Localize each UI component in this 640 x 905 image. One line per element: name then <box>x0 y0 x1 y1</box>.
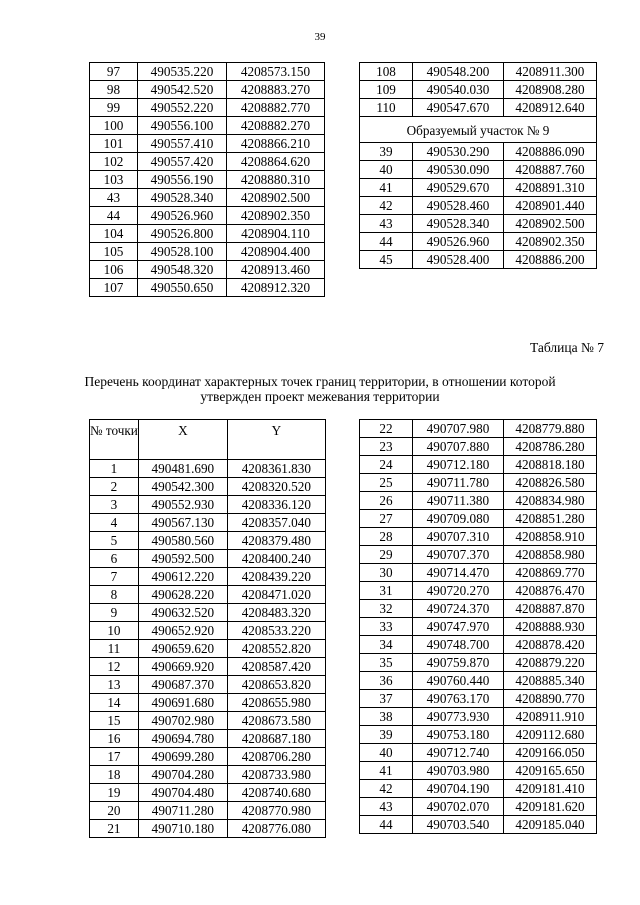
point-number-cell: 101 <box>90 135 138 153</box>
table-row <box>90 712 326 730</box>
y-coordinate-cell: 4208879.220 <box>504 654 597 672</box>
point-number-cell: 42 <box>360 197 413 215</box>
table-row <box>360 618 597 636</box>
x-coordinate-cell: 490530.290 <box>413 143 504 161</box>
y-coordinate-cell: 4208357.040 <box>227 514 325 532</box>
table-row <box>90 225 325 243</box>
point-number-cell: 22 <box>360 420 413 438</box>
table-row <box>360 564 597 582</box>
point-number-cell: 15 <box>90 712 139 730</box>
y-coordinate-cell: 4208904.110 <box>227 225 325 243</box>
x-coordinate-cell: 490535.220 <box>138 63 227 81</box>
y-coordinate-cell: 4208911.300 <box>504 63 597 81</box>
table-row <box>90 189 325 207</box>
point-number-cell: 105 <box>90 243 138 261</box>
point-number-cell: 11 <box>90 640 139 658</box>
table-row <box>360 762 597 780</box>
x-coordinate-cell: 490707.980 <box>413 420 504 438</box>
y-coordinate-cell: 4208673.580 <box>227 712 325 730</box>
point-number-cell: 17 <box>90 748 139 766</box>
table-row <box>360 215 597 233</box>
y-coordinate-cell: 4208786.280 <box>504 438 597 456</box>
table-row <box>90 478 326 496</box>
point-number-cell: 100 <box>90 117 138 135</box>
x-coordinate-cell: 490714.470 <box>413 564 504 582</box>
y-coordinate-cell: 4208439.220 <box>227 568 325 586</box>
point-number-cell: 110 <box>360 99 413 117</box>
x-coordinate-cell: 490711.780 <box>413 474 504 492</box>
y-coordinate-cell: 4208826.580 <box>504 474 597 492</box>
y-coordinate-cell: 4208913.460 <box>227 261 325 279</box>
y-coordinate-cell: 4208869.770 <box>504 564 597 582</box>
x-coordinate-cell: 490703.980 <box>413 762 504 780</box>
x-coordinate-cell: 490720.270 <box>413 582 504 600</box>
y-coordinate-cell: 4208864.620 <box>227 153 325 171</box>
y-coordinate-cell: 4208687.180 <box>227 730 325 748</box>
point-number-cell: 37 <box>360 690 413 708</box>
table-row <box>360 179 597 197</box>
page-number: 39 <box>314 31 326 43</box>
table-row <box>90 820 326 838</box>
point-number-cell: 3 <box>90 496 139 514</box>
x-coordinate-cell: 490528.340 <box>138 189 227 207</box>
table-row <box>90 640 326 658</box>
x-coordinate-cell: 490557.420 <box>138 153 227 171</box>
x-coordinate-cell: 490552.930 <box>138 496 227 514</box>
y-coordinate-cell: 4208902.350 <box>227 207 325 225</box>
table-row <box>90 514 326 532</box>
table-row <box>360 600 597 618</box>
x-coordinate-cell: 490707.370 <box>413 546 504 564</box>
table-row <box>360 161 597 179</box>
table-row <box>360 492 597 510</box>
point-number-cell: 99 <box>90 99 138 117</box>
table-row <box>360 420 597 438</box>
x-coordinate-cell: 490481.690 <box>138 460 227 478</box>
point-number-cell: 109 <box>360 81 413 99</box>
point-number-cell: 12 <box>90 658 139 676</box>
x-coordinate-cell: 490530.090 <box>413 161 504 179</box>
y-coordinate-cell: 4209185.040 <box>504 816 597 834</box>
table-row <box>360 780 597 798</box>
table-row <box>90 135 325 153</box>
y-coordinate-cell: 4208851.280 <box>504 510 597 528</box>
point-number-cell: 35 <box>360 654 413 672</box>
y-coordinate-cell: 4208336.120 <box>227 496 325 514</box>
x-coordinate-cell: 490552.220 <box>138 99 227 117</box>
x-coordinate-cell: 490529.670 <box>413 179 504 197</box>
table-row <box>90 622 326 640</box>
y-coordinate-cell: 4208902.500 <box>504 215 597 233</box>
y-coordinate-cell: 4208483.320 <box>227 604 325 622</box>
table-row <box>90 279 325 297</box>
point-number-cell: 21 <box>90 820 139 838</box>
table-row <box>90 550 326 568</box>
x-coordinate-cell: 490528.340 <box>413 215 504 233</box>
point-number-cell: 40 <box>360 161 413 179</box>
y-coordinate-cell: 4208706.280 <box>227 748 325 766</box>
table-row <box>90 748 326 766</box>
x-coordinate-cell: 490556.190 <box>138 171 227 189</box>
point-number-cell: 43 <box>360 798 413 816</box>
point-number-cell: 44 <box>360 233 413 251</box>
point-number-cell: 27 <box>360 510 413 528</box>
table-caption: Таблица № 7 <box>530 340 604 355</box>
y-coordinate-cell: 4209181.410 <box>504 780 597 798</box>
table-row <box>360 726 597 744</box>
y-coordinate-cell: 4208587.420 <box>227 658 325 676</box>
point-number-cell: 18 <box>90 766 139 784</box>
point-number-cell: 108 <box>360 63 413 81</box>
x-coordinate-cell: 490773.930 <box>413 708 504 726</box>
point-number-cell: 32 <box>360 600 413 618</box>
y-coordinate-cell: 4208400.240 <box>227 550 325 568</box>
x-coordinate-cell: 490709.080 <box>413 510 504 528</box>
x-coordinate-cell: 490763.170 <box>413 690 504 708</box>
table-row <box>360 456 597 474</box>
x-coordinate-cell: 490748.700 <box>413 636 504 654</box>
point-number-cell: 44 <box>360 816 413 834</box>
header-y: Y <box>227 420 325 460</box>
y-coordinate-cell: 4208882.270 <box>227 117 325 135</box>
table-row <box>90 496 326 514</box>
x-coordinate-cell: 490547.670 <box>413 99 504 117</box>
table-top-right <box>359 62 597 269</box>
point-number-cell: 104 <box>90 225 138 243</box>
y-coordinate-cell: 4208887.760 <box>504 161 597 179</box>
y-coordinate-cell: 4208866.210 <box>227 135 325 153</box>
x-coordinate-cell: 490526.960 <box>138 207 227 225</box>
point-number-cell: 33 <box>360 618 413 636</box>
point-number-cell: 14 <box>90 694 139 712</box>
table-row <box>90 117 325 135</box>
x-coordinate-cell: 490659.620 <box>138 640 227 658</box>
table-row <box>90 604 326 622</box>
y-coordinate-cell: 4208655.980 <box>227 694 325 712</box>
y-coordinate-cell: 4208858.980 <box>504 546 597 564</box>
y-coordinate-cell: 4208858.910 <box>504 528 597 546</box>
point-number-cell: 102 <box>90 153 138 171</box>
y-coordinate-cell: 4208379.480 <box>227 532 325 550</box>
y-coordinate-cell: 4208878.420 <box>504 636 597 654</box>
table-row <box>360 510 597 528</box>
point-number-cell: 10 <box>90 622 139 640</box>
table-row <box>360 654 597 672</box>
table-row <box>360 690 597 708</box>
y-coordinate-cell: 4208902.350 <box>504 233 597 251</box>
x-coordinate-cell: 490760.440 <box>413 672 504 690</box>
point-number-cell: 34 <box>360 636 413 654</box>
point-number-cell: 9 <box>90 604 139 622</box>
y-coordinate-cell: 4208901.440 <box>504 197 597 215</box>
table-row <box>90 460 326 478</box>
x-coordinate-cell: 490592.500 <box>138 550 227 568</box>
x-coordinate-cell: 490702.070 <box>413 798 504 816</box>
table-row <box>360 582 597 600</box>
table-row <box>360 636 597 654</box>
point-number-cell: 97 <box>90 63 138 81</box>
table-row <box>90 676 326 694</box>
y-coordinate-cell: 4208770.980 <box>227 802 325 820</box>
x-coordinate-cell: 490540.030 <box>413 81 504 99</box>
x-coordinate-cell: 490702.980 <box>138 712 227 730</box>
y-coordinate-cell: 4208882.770 <box>227 99 325 117</box>
point-number-cell: 36 <box>360 672 413 690</box>
table-row <box>90 532 326 550</box>
x-coordinate-cell: 490526.960 <box>413 233 504 251</box>
point-number-cell: 7 <box>90 568 139 586</box>
x-coordinate-cell: 490542.300 <box>138 478 227 496</box>
y-coordinate-cell: 4208733.980 <box>227 766 325 784</box>
point-number-cell: 31 <box>360 582 413 600</box>
point-number-cell: 2 <box>90 478 139 496</box>
y-coordinate-cell: 4208776.080 <box>227 820 325 838</box>
point-number-cell: 29 <box>360 546 413 564</box>
point-number-cell: 41 <box>360 179 413 197</box>
x-coordinate-cell: 490712.180 <box>413 456 504 474</box>
table-row <box>360 708 597 726</box>
table-row <box>360 251 597 269</box>
x-coordinate-cell: 490694.780 <box>138 730 227 748</box>
x-coordinate-cell: 490669.920 <box>138 658 227 676</box>
table-row <box>90 153 325 171</box>
y-coordinate-cell: 4208888.930 <box>504 618 597 636</box>
header-x: X <box>138 420 227 460</box>
x-coordinate-cell: 490691.680 <box>138 694 227 712</box>
x-coordinate-cell: 490550.650 <box>138 279 227 297</box>
table-row <box>90 730 326 748</box>
y-coordinate-cell: 4208740.680 <box>227 784 325 802</box>
point-number-cell: 98 <box>90 81 138 99</box>
point-number-cell: 20 <box>90 802 139 820</box>
point-number-cell: 26 <box>360 492 413 510</box>
table-row <box>90 658 326 676</box>
y-coordinate-cell: 4208912.640 <box>504 99 597 117</box>
y-coordinate-cell: 4208885.340 <box>504 672 597 690</box>
x-coordinate-cell: 490704.280 <box>138 766 227 784</box>
point-number-cell: 13 <box>90 676 139 694</box>
x-coordinate-cell: 490699.280 <box>138 748 227 766</box>
x-coordinate-cell: 490528.400 <box>413 251 504 269</box>
y-coordinate-cell: 4208911.910 <box>504 708 597 726</box>
point-number-cell: 25 <box>360 474 413 492</box>
x-coordinate-cell: 490526.800 <box>138 225 227 243</box>
table-row <box>90 171 325 189</box>
point-number-cell: 103 <box>90 171 138 189</box>
point-number-cell: 19 <box>90 784 139 802</box>
table-row <box>360 99 597 117</box>
y-coordinate-cell: 4208818.180 <box>504 456 597 474</box>
section-row <box>360 117 597 143</box>
y-coordinate-cell: 4209112.680 <box>504 726 597 744</box>
table-row <box>360 816 597 834</box>
y-coordinate-cell: 4208908.280 <box>504 81 597 99</box>
section-title: Образуемый участок № 9 <box>360 117 597 143</box>
y-coordinate-cell: 4208653.820 <box>227 676 325 694</box>
y-coordinate-cell: 4208890.770 <box>504 690 597 708</box>
x-coordinate-cell: 490612.220 <box>138 568 227 586</box>
y-coordinate-cell: 4208912.320 <box>227 279 325 297</box>
point-number-cell: 4 <box>90 514 139 532</box>
x-coordinate-cell: 490712.740 <box>413 744 504 762</box>
x-coordinate-cell: 490707.880 <box>413 438 504 456</box>
table-row <box>360 81 597 99</box>
point-number-cell: 8 <box>90 586 139 604</box>
point-number-cell: 38 <box>360 708 413 726</box>
y-coordinate-cell: 4208361.830 <box>227 460 325 478</box>
table-row <box>90 63 325 81</box>
x-coordinate-cell: 490710.180 <box>138 820 227 838</box>
x-coordinate-cell: 490652.920 <box>138 622 227 640</box>
table-row <box>90 207 325 225</box>
y-coordinate-cell: 4209166.050 <box>504 744 597 762</box>
point-number-cell: 5 <box>90 532 139 550</box>
x-coordinate-cell: 490704.190 <box>413 780 504 798</box>
table-row <box>90 586 326 604</box>
x-coordinate-cell: 490556.100 <box>138 117 227 135</box>
y-coordinate-cell: 4208887.870 <box>504 600 597 618</box>
x-coordinate-cell: 490711.380 <box>413 492 504 510</box>
coordinate-table-left <box>89 419 326 838</box>
y-coordinate-cell: 4208902.500 <box>227 189 325 207</box>
x-coordinate-cell: 490632.520 <box>138 604 227 622</box>
point-number-cell: 41 <box>360 762 413 780</box>
x-coordinate-cell: 490628.220 <box>138 586 227 604</box>
y-coordinate-cell: 4208779.880 <box>504 420 597 438</box>
y-coordinate-cell: 4209165.650 <box>504 762 597 780</box>
table-row <box>90 99 325 117</box>
x-coordinate-cell: 490707.310 <box>413 528 504 546</box>
table-row <box>90 766 326 784</box>
point-number-cell: 44 <box>90 207 138 225</box>
x-coordinate-cell: 490567.130 <box>138 514 227 532</box>
table-row <box>360 546 597 564</box>
point-number-cell: 16 <box>90 730 139 748</box>
x-coordinate-cell: 490557.410 <box>138 135 227 153</box>
table-row <box>90 568 326 586</box>
point-number-cell: 39 <box>360 143 413 161</box>
table-top-left <box>89 62 325 297</box>
y-coordinate-cell: 4208886.090 <box>504 143 597 161</box>
y-coordinate-cell: 4208883.270 <box>227 81 325 99</box>
point-number-cell: 45 <box>360 251 413 269</box>
table-row <box>360 528 597 546</box>
x-coordinate-cell: 490711.280 <box>138 802 227 820</box>
y-coordinate-cell: 4208880.310 <box>227 171 325 189</box>
y-coordinate-cell: 4209181.620 <box>504 798 597 816</box>
point-number-cell: 107 <box>90 279 138 297</box>
header-row <box>90 420 326 460</box>
header-point-number: № точки <box>90 420 139 460</box>
point-number-cell: 39 <box>360 726 413 744</box>
point-number-cell: 6 <box>90 550 139 568</box>
x-coordinate-cell: 490542.520 <box>138 81 227 99</box>
point-number-cell: 43 <box>360 215 413 233</box>
x-coordinate-cell: 490759.870 <box>413 654 504 672</box>
table-row <box>360 63 597 81</box>
y-coordinate-cell: 4208834.980 <box>504 492 597 510</box>
x-coordinate-cell: 490687.370 <box>138 676 227 694</box>
coordinate-table-right <box>359 419 597 834</box>
point-number-cell: 43 <box>90 189 138 207</box>
x-coordinate-cell: 490753.180 <box>413 726 504 744</box>
y-coordinate-cell: 4208320.520 <box>227 478 325 496</box>
y-coordinate-cell: 4208471.020 <box>227 586 325 604</box>
table-row <box>360 744 597 762</box>
table-row <box>360 474 597 492</box>
y-coordinate-cell: 4208876.470 <box>504 582 597 600</box>
point-number-cell: 42 <box>360 780 413 798</box>
point-number-cell: 24 <box>360 456 413 474</box>
x-coordinate-cell: 490724.370 <box>413 600 504 618</box>
point-number-cell: 106 <box>90 261 138 279</box>
x-coordinate-cell: 490703.540 <box>413 816 504 834</box>
x-coordinate-cell: 490528.100 <box>138 243 227 261</box>
table-row <box>90 81 325 99</box>
y-coordinate-cell: 4208904.400 <box>227 243 325 261</box>
table-row <box>90 243 325 261</box>
point-number-cell: 30 <box>360 564 413 582</box>
table-row <box>360 798 597 816</box>
x-coordinate-cell: 490528.460 <box>413 197 504 215</box>
table-row <box>360 438 597 456</box>
table-row <box>90 784 326 802</box>
x-coordinate-cell: 490704.480 <box>138 784 227 802</box>
y-coordinate-cell: 4208573.150 <box>227 63 325 81</box>
point-number-cell: 40 <box>360 744 413 762</box>
x-coordinate-cell: 490580.560 <box>138 532 227 550</box>
table-row <box>360 143 597 161</box>
y-coordinate-cell: 4208533.220 <box>227 622 325 640</box>
point-number-cell: 28 <box>360 528 413 546</box>
table-row <box>360 233 597 251</box>
table-row <box>90 802 326 820</box>
table-row <box>360 672 597 690</box>
point-number-cell: 23 <box>360 438 413 456</box>
point-number-cell: 1 <box>90 460 139 478</box>
table-row <box>90 261 325 279</box>
y-coordinate-cell: 4208886.200 <box>504 251 597 269</box>
x-coordinate-cell: 490548.320 <box>138 261 227 279</box>
x-coordinate-cell: 490747.970 <box>413 618 504 636</box>
y-coordinate-cell: 4208552.820 <box>227 640 325 658</box>
table-row <box>90 694 326 712</box>
table-row <box>360 197 597 215</box>
y-coordinate-cell: 4208891.310 <box>504 179 597 197</box>
x-coordinate-cell: 490548.200 <box>413 63 504 81</box>
section-heading: Перечень координат характерных точек границ территории, в отношении которой утвержден проект межевания территории <box>84 374 556 404</box>
